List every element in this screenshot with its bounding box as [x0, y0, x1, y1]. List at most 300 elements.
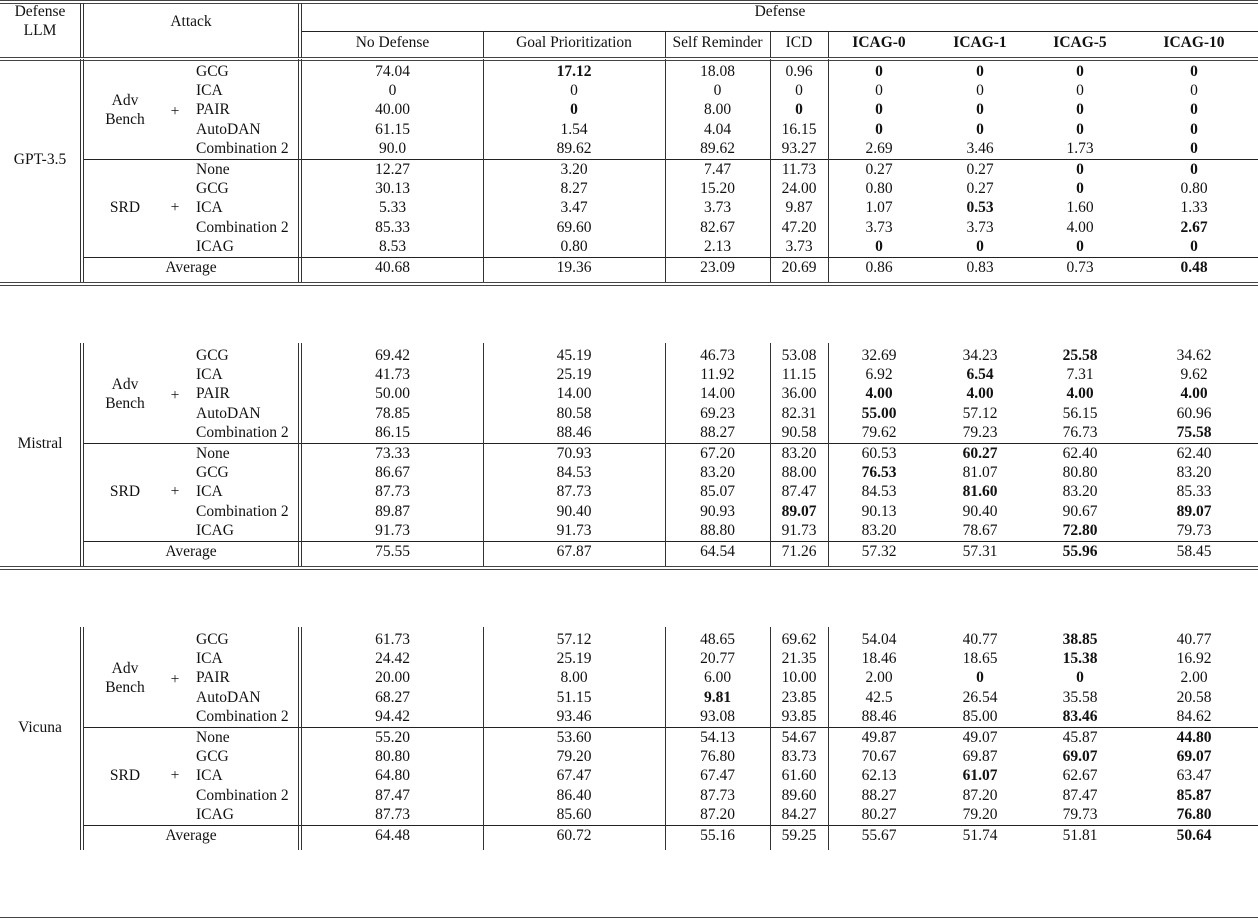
advbench-label-line1: Adv [111, 375, 139, 393]
horizontal-rule [0, 569, 1258, 570]
table-cell: 45.87 [1062, 729, 1098, 746]
table-cell: 0 [976, 63, 984, 80]
table-cell: 85.87 [1176, 786, 1212, 804]
table-cell: 84.27 [781, 805, 817, 823]
table-cell: 84.53 [861, 483, 897, 501]
column-header-self-reminder: Self Reminder [672, 34, 763, 51]
table-cell: 8.00 [560, 669, 588, 687]
table-cell: 80.58 [556, 404, 592, 422]
attack-name: Combination 2 [196, 786, 289, 804]
table-cell: 93.46 [556, 707, 592, 725]
vertical-rule [665, 627, 666, 850]
table-cell: 0 [976, 120, 984, 138]
table-cell: 2.00 [1180, 669, 1208, 687]
table-cell: 89.60 [781, 786, 817, 804]
horizontal-rule [84, 541, 1258, 542]
table-cell: 3.73 [785, 237, 813, 255]
table-cell: 69.87 [962, 748, 998, 766]
srd-label: SRD [109, 483, 141, 501]
table-cell: 34.23 [962, 347, 998, 364]
table-cell: 8.27 [560, 180, 588, 198]
table-cell: 87.73 [375, 483, 410, 501]
attack-name: AutoDAN [196, 404, 261, 422]
table-cell: 44.80 [1176, 729, 1212, 746]
vertical-rule [80, 627, 81, 850]
vertical-rule [83, 3, 84, 58]
table-cell: 17.12 [556, 63, 592, 80]
table-cell: 89.07 [781, 502, 817, 520]
table-cell: 0 [1190, 63, 1198, 80]
table-cell: 0 [1190, 161, 1198, 178]
average-cell: 67.87 [556, 543, 592, 560]
table-cell: 1.33 [1180, 199, 1208, 217]
vertical-rule [828, 31, 829, 58]
vertical-rule [298, 343, 299, 566]
table-cell: 0 [1190, 120, 1198, 138]
table-cell: 90.93 [700, 502, 735, 520]
table-cell: 90.0 [378, 139, 407, 157]
table-cell: 47.20 [781, 218, 817, 236]
table-cell: 18.08 [700, 63, 735, 80]
attack-name: Combination 2 [196, 502, 289, 520]
table-cell: 9.62 [1180, 366, 1208, 384]
table-cell: 75.58 [1176, 423, 1212, 441]
table-cell: 88.00 [781, 464, 817, 482]
horizontal-rule [0, 917, 1258, 918]
srd-label: SRD [109, 199, 141, 217]
vertical-rule [665, 343, 666, 566]
table-cell: 8.00 [703, 101, 732, 119]
attack-name: PAIR [196, 101, 230, 119]
table-cell: 79.20 [556, 748, 592, 766]
average-cell: 19.36 [556, 259, 592, 276]
table-cell: 0 [570, 82, 578, 100]
table-cell: 84.62 [1176, 707, 1212, 725]
table-cell: 82.67 [700, 218, 735, 236]
average-cell: 55.67 [861, 827, 897, 844]
vertical-rule [828, 343, 829, 566]
table-cell: 2.69 [865, 139, 893, 157]
plus-sign: + [170, 671, 180, 689]
table-cell: 3.20 [560, 161, 588, 178]
table-cell: 23.85 [781, 688, 817, 706]
advbench-label-line2: Bench [105, 395, 145, 412]
table-cell: 88.27 [861, 786, 897, 804]
table-cell: 73.33 [375, 445, 410, 462]
table-cell: 69.62 [781, 631, 817, 648]
table-cell: 0 [875, 63, 883, 80]
table-cell: 38.85 [1062, 631, 1098, 648]
table-cell: 48.65 [700, 631, 735, 648]
attack-name: None [196, 729, 230, 746]
table-cell: 0 [713, 82, 722, 100]
vertical-rule [483, 31, 484, 58]
table-cell: 0.27 [865, 161, 893, 178]
table-cell: 14.00 [700, 385, 735, 403]
attack-name: GCG [196, 63, 229, 80]
table-cell: 78.67 [962, 521, 998, 539]
table-cell: 10.00 [781, 669, 817, 687]
table-cell: 3.73 [865, 218, 893, 236]
average-cell: 57.31 [962, 543, 998, 560]
table-cell: 0 [875, 237, 883, 255]
table-cell: 6.00 [703, 669, 732, 687]
table-cell: 79.73 [1176, 521, 1212, 539]
attack-name: GCG [196, 347, 229, 364]
table-cell: 76.73 [1062, 423, 1098, 441]
table-cell: 56.15 [1062, 404, 1098, 422]
average-cell: 75.55 [375, 543, 410, 560]
table-cell: 78.85 [375, 404, 410, 422]
table-cell: 6.92 [865, 366, 893, 384]
header-attack: Attack [170, 13, 212, 30]
table-cell: 32.69 [861, 347, 897, 364]
plus-sign: + [170, 767, 180, 785]
table-cell: 60.53 [861, 445, 897, 462]
horizontal-rule [84, 825, 1258, 826]
attack-name: ICA [196, 650, 223, 668]
table-cell: 87.20 [700, 805, 735, 823]
table-cell: 9.81 [703, 688, 732, 706]
table-cell: 79.62 [861, 423, 897, 441]
table-cell: 53.60 [556, 729, 592, 746]
table-cell: 62.67 [1062, 767, 1098, 785]
table-cell: 0 [1076, 669, 1084, 687]
average-cell: 20.69 [781, 259, 817, 276]
table-cell: 0 [875, 120, 883, 138]
table-cell: 88.46 [861, 707, 897, 725]
table-cell: 80.80 [375, 748, 410, 766]
column-header-icd: ICD [785, 34, 813, 51]
table-cell: 69.42 [375, 347, 410, 364]
horizontal-rule [84, 257, 1258, 258]
table-cell: 6.54 [966, 366, 994, 384]
average-label: Average [165, 543, 217, 560]
table-cell: 87.73 [375, 805, 410, 823]
table-cell: 53.08 [781, 347, 817, 364]
table-cell: 88.27 [700, 423, 735, 441]
table-cell: 69.07 [1176, 748, 1212, 766]
table-cell: 0.80 [1180, 180, 1208, 198]
table-cell: 67.47 [700, 767, 735, 785]
table-cell: 3.47 [560, 199, 588, 217]
table-cell: 89.87 [375, 502, 410, 520]
horizontal-rule [0, 285, 1258, 286]
table-cell: 0 [1190, 139, 1198, 157]
table-cell: 0 [1076, 237, 1084, 255]
horizontal-rule [0, 57, 1258, 58]
horizontal-rule [84, 159, 1258, 160]
table-cell: 16.92 [1176, 650, 1212, 668]
attack-name: AutoDAN [196, 688, 261, 706]
table-cell: 70.67 [861, 748, 897, 766]
table-cell: 11.92 [700, 366, 735, 384]
table-cell: 46.73 [700, 347, 735, 364]
table-cell: 93.08 [700, 707, 735, 725]
table-cell: 80.27 [861, 805, 897, 823]
table-cell: 76.53 [861, 464, 897, 482]
plus-sign: + [170, 103, 180, 121]
table-cell: 69.23 [700, 404, 735, 422]
header-defense: Defense [754, 3, 806, 20]
table-cell: 60.27 [962, 445, 998, 462]
table-cell: 86.15 [375, 423, 410, 441]
table-cell: 25.58 [1062, 347, 1098, 364]
table-cell: 83.20 [861, 521, 897, 539]
column-header-icag-10: ICAG-10 [1163, 34, 1225, 51]
table-cell: 0 [795, 82, 803, 100]
table-cell: 45.19 [556, 347, 592, 364]
table-cell: 89.07 [1176, 502, 1212, 520]
table-cell: 67.20 [700, 445, 735, 462]
average-cell: 57.32 [861, 543, 897, 560]
table-cell: 36.00 [781, 385, 817, 403]
table-cell: 15.38 [1062, 650, 1098, 668]
table-cell: 4.00 [1180, 385, 1208, 403]
average-cell: 40.68 [375, 259, 410, 276]
table-cell: 0 [875, 82, 883, 100]
table-cell: 16.15 [781, 120, 817, 138]
advbench-label-line2: Bench [105, 111, 145, 128]
table-cell: 11.15 [781, 366, 817, 384]
horizontal-rule [0, 3, 1258, 4]
table-cell: 69.07 [1062, 748, 1098, 766]
table-cell: 4.04 [703, 120, 732, 138]
table-cell: 0 [976, 237, 984, 255]
average-cell: 55.16 [700, 827, 735, 844]
table-cell: 79.73 [1062, 805, 1098, 823]
table-cell: 20.58 [1176, 688, 1212, 706]
column-header-icag-0: ICAG-0 [852, 34, 906, 51]
table-cell: 8.53 [378, 237, 407, 255]
average-cell: 0.86 [865, 259, 893, 276]
vertical-rule [80, 343, 81, 566]
advbench-label-line2: Bench [105, 679, 145, 696]
vertical-rule [770, 31, 771, 58]
table-cell: 63.47 [1176, 767, 1212, 785]
table-cell: 90.67 [1062, 502, 1098, 520]
average-cell: 64.54 [700, 543, 735, 560]
attack-name: Combination 2 [196, 139, 289, 157]
table-cell: 41.73 [375, 366, 410, 384]
table-cell: 2.00 [865, 669, 893, 687]
table-cell: 83.20 [781, 445, 817, 462]
vertical-rule [770, 343, 771, 566]
average-cell: 0.83 [966, 259, 994, 276]
table-cell: 57.12 [962, 404, 998, 422]
average-cell: 58.45 [1176, 543, 1212, 560]
average-cell: 51.74 [962, 827, 998, 844]
attack-name: ICA [196, 199, 223, 217]
table-cell: 26.54 [962, 688, 998, 706]
model-name: Vicuna [18, 719, 62, 737]
table-cell: 5.33 [378, 199, 407, 217]
table-cell: 88.46 [556, 423, 592, 441]
table-cell: 90.40 [556, 502, 592, 520]
attack-name: ICAG [196, 805, 234, 823]
table-cell: 79.20 [962, 805, 998, 823]
average-label: Average [165, 827, 217, 844]
plus-sign: + [170, 483, 180, 501]
vertical-rule [83, 59, 84, 282]
table-cell: 0 [1076, 120, 1084, 138]
column-header-icag-1: ICAG-1 [953, 34, 1007, 51]
table-cell: 83.20 [1176, 464, 1212, 482]
table-cell: 0 [388, 82, 397, 100]
table-cell: 61.07 [962, 767, 998, 785]
table-cell: 14.00 [556, 385, 592, 403]
table-cell: 85.33 [375, 218, 410, 236]
table-cell: 79.23 [962, 423, 998, 441]
table-cell: 3.73 [703, 199, 732, 217]
plus-sign: + [170, 387, 180, 405]
table-cell: 76.80 [1176, 805, 1212, 823]
attack-name: None [196, 445, 230, 462]
table-cell: 85.00 [962, 707, 998, 725]
table-cell: 83.20 [1062, 483, 1098, 501]
average-cell: 64.48 [375, 827, 410, 844]
table-cell: 88.80 [700, 521, 735, 539]
table-cell: 70.93 [556, 445, 592, 462]
table-cell: 62.40 [1176, 445, 1212, 462]
table-cell: 0 [795, 101, 803, 119]
table-cell: 91.73 [781, 521, 817, 539]
table-cell: 94.42 [375, 707, 410, 725]
vertical-rule [483, 59, 484, 282]
average-cell: 59.25 [781, 827, 817, 844]
srd-label: SRD [109, 767, 141, 785]
table-cell: 91.73 [375, 521, 410, 539]
advbench-label-line1: Adv [111, 91, 139, 109]
table-cell: 83.20 [700, 464, 735, 482]
average-cell: 55.96 [1062, 543, 1098, 560]
table-cell: 0 [1076, 180, 1084, 198]
average-cell: 0.48 [1180, 259, 1208, 276]
horizontal-rule [84, 443, 1258, 444]
table-cell: 4.00 [865, 385, 893, 403]
table-cell: 25.19 [556, 366, 592, 384]
table-cell: 87.20 [962, 786, 998, 804]
attack-name: ICAG [196, 521, 234, 539]
table-cell: 0 [1076, 161, 1084, 178]
table-cell: 0 [1076, 82, 1084, 100]
vertical-rule [770, 59, 771, 282]
vertical-rule [665, 31, 666, 58]
table-cell: 90.40 [962, 502, 998, 520]
table-cell: 40.77 [962, 631, 998, 648]
average-cell: 60.72 [556, 827, 592, 844]
table-cell: 93.27 [781, 139, 817, 157]
vertical-rule [301, 343, 302, 566]
table-cell: 54.67 [781, 729, 817, 746]
table-cell: 80.80 [1062, 464, 1098, 482]
table-cell: 84.53 [556, 464, 592, 482]
horizontal-rule [0, 60, 1258, 61]
table-cell: 61.73 [375, 631, 410, 648]
table-cell: 0.80 [865, 180, 893, 198]
table-cell: 35.58 [1062, 688, 1098, 706]
table-cell: 72.80 [1062, 521, 1098, 539]
table-cell: 18.46 [861, 650, 897, 668]
model-name: Mistral [17, 435, 63, 453]
table-cell: 87.73 [556, 483, 592, 501]
attack-name: Combination 2 [196, 707, 289, 725]
attack-name: Combination 2 [196, 218, 289, 236]
table-cell: 54.13 [700, 729, 735, 746]
table-cell: 3.46 [966, 139, 994, 157]
table-cell: 4.00 [966, 385, 994, 403]
model-name: GPT-3.5 [13, 151, 67, 169]
table-cell: 0.96 [785, 63, 813, 80]
attack-name: GCG [196, 631, 229, 648]
table-cell: 83.46 [1062, 707, 1098, 725]
attack-name: ICAG [196, 237, 234, 255]
table-cell: 81.07 [962, 464, 998, 482]
vertical-rule [828, 59, 829, 282]
table-cell: 0 [1076, 63, 1084, 80]
table-cell: 20.00 [375, 669, 410, 687]
table-cell: 55.00 [861, 404, 897, 422]
vertical-rule [301, 59, 302, 282]
average-cell: 50.64 [1176, 827, 1212, 844]
table-cell: 0.80 [560, 237, 588, 255]
vertical-rule [828, 627, 829, 850]
table-cell: 15.20 [700, 180, 735, 198]
table-cell: 1.54 [560, 120, 588, 138]
table-cell: 11.73 [781, 161, 817, 178]
table-cell: 24.00 [781, 180, 817, 198]
attack-name: None [196, 161, 230, 178]
vertical-rule [770, 627, 771, 850]
table-cell: 61.15 [375, 120, 410, 138]
table-cell: 21.35 [781, 650, 817, 668]
header-defense-llm-line2: LLM [23, 22, 57, 39]
advbench-label-line1: Adv [111, 659, 139, 677]
table-cell: 1.07 [865, 199, 893, 217]
table-cell: 49.07 [962, 729, 998, 746]
table-cell: 40.00 [375, 101, 410, 119]
table-cell: 90.13 [861, 502, 897, 520]
table-cell: 0 [976, 82, 984, 100]
table-cell: 87.47 [781, 483, 817, 501]
attack-name: PAIR [196, 669, 230, 687]
table-cell: 85.07 [700, 483, 735, 501]
attack-name: ICA [196, 483, 223, 501]
vertical-rule [301, 3, 302, 58]
table-cell: 0.27 [966, 180, 994, 198]
average-label: Average [165, 259, 217, 276]
table-cell: 20.77 [700, 650, 735, 668]
average-cell: 23.09 [700, 259, 735, 276]
vertical-rule [483, 627, 484, 850]
average-cell: 71.26 [781, 543, 817, 560]
table-cell: 0.27 [966, 161, 994, 178]
table-cell: 34.62 [1176, 347, 1212, 364]
table-cell: 2.67 [1180, 218, 1208, 236]
vertical-rule [298, 627, 299, 850]
table-cell: 2.13 [703, 237, 732, 255]
table-cell: 40.77 [1176, 631, 1212, 648]
table-cell: 86.40 [556, 786, 592, 804]
table-cell: 0 [976, 669, 984, 687]
attack-name: ICA [196, 366, 223, 384]
vertical-rule [301, 627, 302, 850]
average-cell: 51.81 [1062, 827, 1098, 844]
column-header-no-defense: No Defense [355, 34, 430, 51]
table-cell: 61.60 [781, 767, 817, 785]
attack-name: GCG [196, 464, 229, 482]
attack-name: ICA [196, 767, 223, 785]
